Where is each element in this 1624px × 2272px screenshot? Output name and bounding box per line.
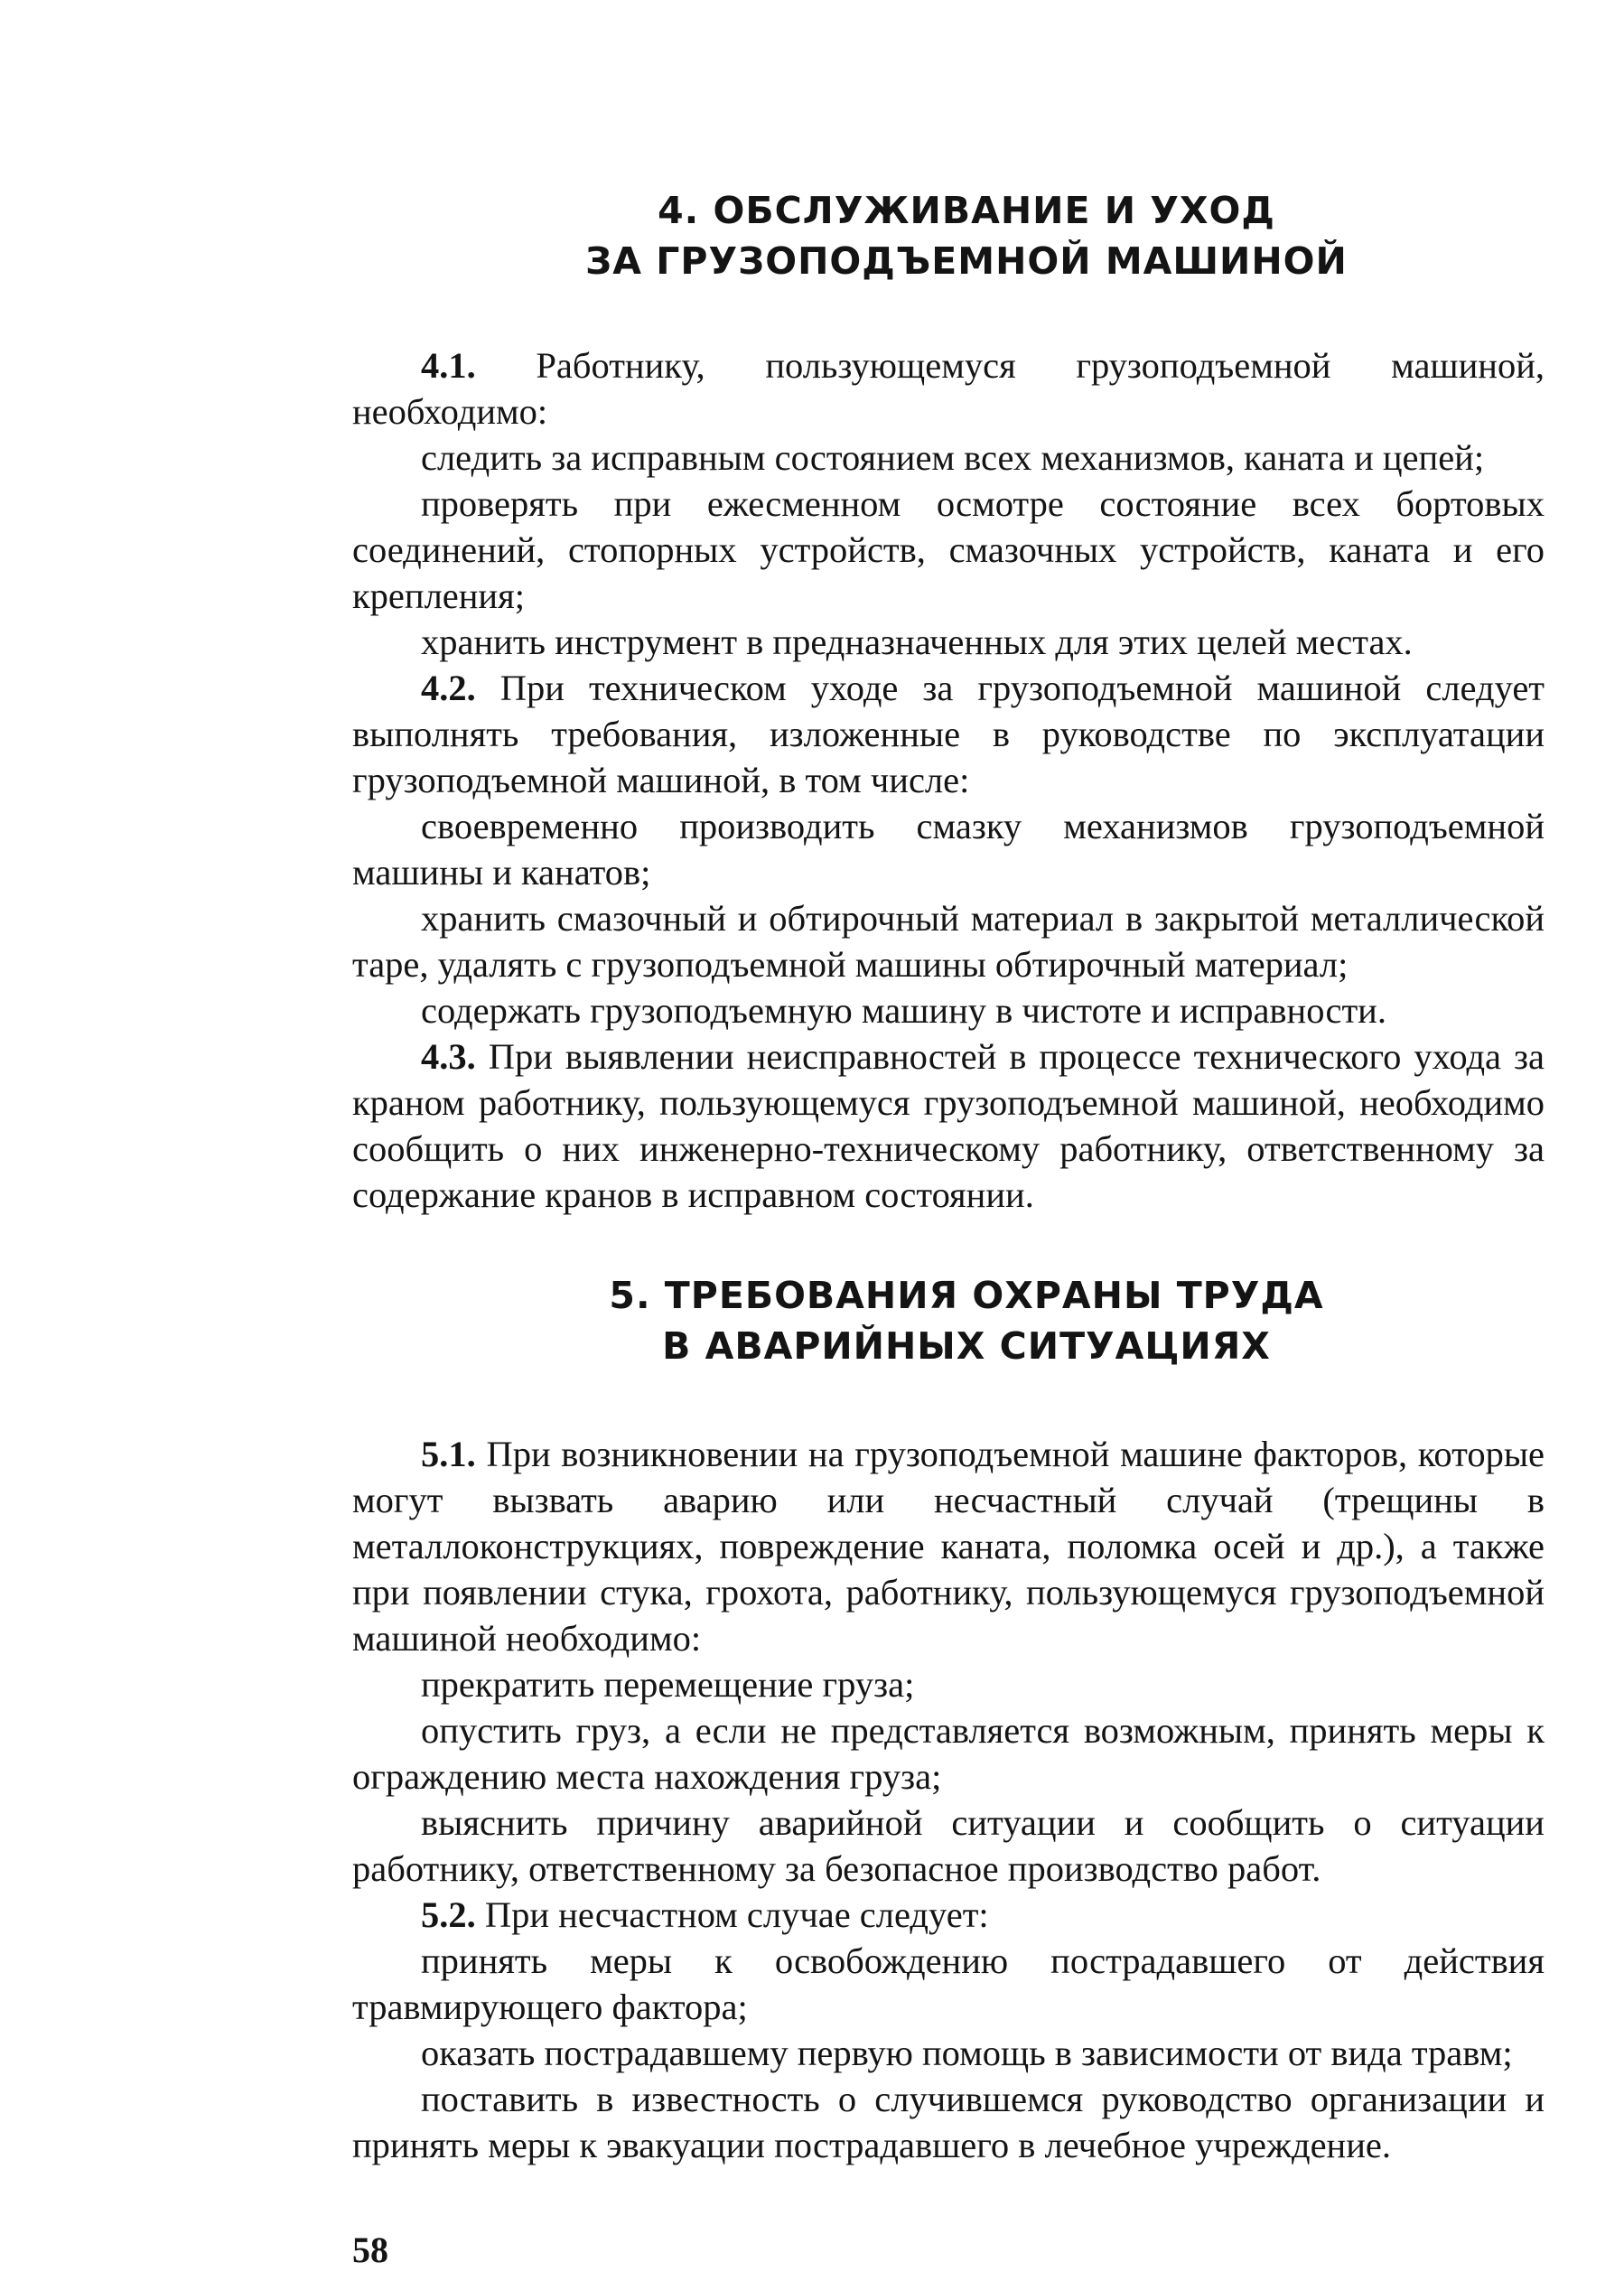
paragraph-text: При несчастном случае следует: xyxy=(475,1894,989,1935)
paragraph xyxy=(352,665,1545,803)
paragraph xyxy=(352,481,1545,619)
paragraph xyxy=(352,987,1545,1033)
section-5-title-line-1: 5. ТРЕБОВАНИЯ ОХРАНЫ ТРУДА xyxy=(609,1274,1324,1317)
paragraph-text: оказать пострадавшему первую помощь в зависимости от вида травм; xyxy=(421,2033,1513,2073)
paragraph xyxy=(352,2030,1545,2076)
section-5-body xyxy=(352,1431,1545,2168)
paragraph xyxy=(352,435,1545,481)
paragraph xyxy=(352,895,1545,987)
paragraph xyxy=(352,803,1545,895)
clause-number: 4.3. xyxy=(421,1036,476,1077)
page-number: 58 xyxy=(352,2230,388,2270)
paragraph xyxy=(352,1938,1545,2030)
paragraph-text: При техническом уходе за грузоподъемной машиной следует выполнять требования, изложенные в руководстве по эксплуатации грузоподъемной машиной, в том числе: xyxy=(352,668,1545,800)
clause-number: 5.2. xyxy=(421,1894,476,1935)
section-5-title-line-2: В АВАРИЙНЫХ СИТУАЦИЯХ xyxy=(662,1324,1271,1368)
paragraph-text: При выявлении неисправностей в процессе технического ухода за краном работнику, пользующемуся грузоподъемной машиной, необходимо сообщить о них инженерно-техническому работнику, ответственному за содержание кранов в исправном состоянии. xyxy=(352,1036,1545,1215)
section-5-heading xyxy=(388,1270,1545,1371)
paragraph-text: поставить в известность о случившемся руководство организации и принять меры к эвакуации пострадавшего в лечебное учреждение. xyxy=(352,2079,1545,2165)
paragraph-text: При возникновении на грузоподъемной машине факторов, которые могут вызвать аварию или несчастный случай (трещины в металлоконструкциях, повреждение каната, поломка осей и др.), а также при появлении стука, грохота, работнику, пользующемуся грузоподъемной машиной необходимо: xyxy=(352,1434,1545,1659)
section-4-title-line-2: ЗА ГРУЗОПОДЪЕМНОЙ МАШИНОЙ xyxy=(585,239,1348,283)
clause-number: 4.1. xyxy=(421,345,476,386)
paragraph xyxy=(352,619,1545,665)
paragraph-text: проверять при ежесменном осмотре состояние всех бортовых соединений, стопорных устройств, смазочных устройств, каната и его крепления; xyxy=(352,483,1545,616)
clause-number: 4.2. xyxy=(421,668,476,708)
paragraph-text: хранить смазочный и обтирочный материал в закрытой металлической таре, удалять с грузоподъемной машины обтирочный материал; xyxy=(352,898,1545,985)
section-4-body xyxy=(352,342,1545,1218)
paragraph xyxy=(352,1892,1545,1938)
paragraph-text: содержать грузоподъемную машину в чистоте и исправности. xyxy=(421,990,1386,1031)
paragraph xyxy=(352,342,1545,435)
section-4-title-line-1: 4. ОБСЛУЖИВАНИЕ И УХОД xyxy=(658,189,1275,232)
paragraph-text: принять меры к освобождению пострадавшего от действия травмирующего фактора; xyxy=(352,1940,1545,2027)
paragraph-text: выяснить причину аварийной ситуации и сообщить о ситуации работнику, ответственному за безопасное производство работ. xyxy=(352,1802,1545,1889)
paragraph-text: прекратить перемещение груза; xyxy=(421,1664,915,1705)
paragraph xyxy=(352,1707,1545,1800)
paragraph xyxy=(352,1431,1545,1661)
paragraph-text: следить за исправным состоянием всех механизмов, каната и цепей; xyxy=(421,437,1485,478)
paragraph-text: хранить инструмент в предназначенных для этих целей местах. xyxy=(421,622,1413,662)
document-page xyxy=(352,185,1545,2270)
paragraph-text: Работнику, пользующемуся грузоподъемной машиной, необходимо: xyxy=(352,345,1545,432)
paragraph-text: опустить груз, а если не представляется возможным, принять меры к ограждению места нахождения груза; xyxy=(352,1710,1545,1797)
paragraph xyxy=(352,2076,1545,2168)
paragraph xyxy=(352,1800,1545,1892)
section-4-heading xyxy=(388,185,1545,286)
paragraph xyxy=(352,1661,1545,1707)
paragraph xyxy=(352,1033,1545,1218)
clause-number: 5.1. xyxy=(421,1434,476,1474)
paragraph-text: своевременно производить смазку механизмов грузоподъемной машины и канатов; xyxy=(352,806,1545,893)
